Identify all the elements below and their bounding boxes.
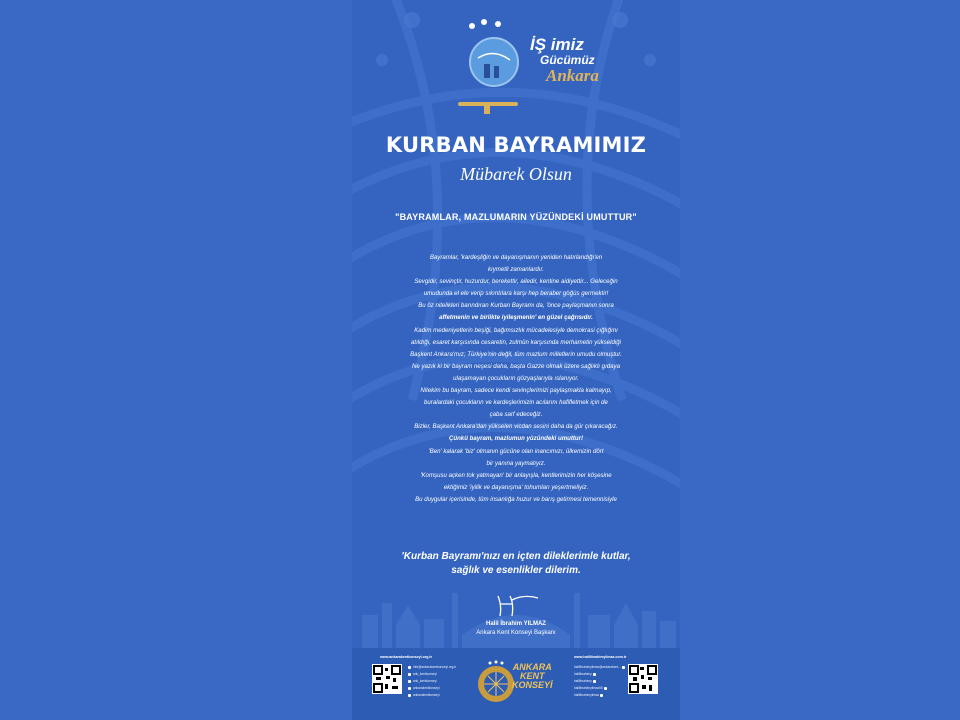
instagram-icon bbox=[408, 687, 411, 690]
body-line: Bizler, Başkent Ankara'dan yükselen vicdan sesini daha da gür çıkaracağız. bbox=[414, 423, 618, 431]
twitter-icon bbox=[408, 680, 411, 683]
body-line: Ne yazık ki bir bayram neşesi daha, başta Gazze olmak üzere sağlıklı gıdaya bbox=[412, 362, 620, 370]
right-social-facebook[interactable]: halilibrahimy bbox=[574, 672, 598, 676]
body-line: Başkent Ankara'mız; Türkiye'nin değil, tüm mazlum milletlerin umudu olmuştur. bbox=[410, 350, 622, 358]
message-body bbox=[382, 252, 650, 506]
body-line: atıldığı, esaret karşısında cesaretin, zulmün karşısında merhametin yükseldiği bbox=[411, 338, 621, 346]
signatory-name: Halil İbrahim YILMAZ bbox=[486, 621, 546, 627]
left-social-instagram[interactable]: ankarakentkonseyi bbox=[408, 686, 440, 690]
brand-wordmark bbox=[530, 36, 599, 84]
body-line: affetmenin ve birlikte iyileşmenin' en güzel çağrısıdır. bbox=[439, 314, 593, 322]
brand-line-1: İŞ imiz bbox=[530, 35, 584, 54]
body-line: Bu duygular içerisinde, tüm insanlığa huzur ve barış getirmesi temennisiyle bbox=[415, 495, 617, 503]
body-line: ulaşamayan çocukların gözyaşlarıyla ıslanıyor. bbox=[453, 374, 579, 382]
left-social-email[interactable]: info@ankarakentkonseyi.org.tr bbox=[408, 665, 456, 669]
right-qr-code[interactable] bbox=[628, 664, 658, 694]
body-line: Çünkü bayram, mazlumun yüzündeki umuttur! bbox=[448, 435, 584, 443]
body-line: umudunda el ele verip sıkıntılara karşı hep beraber göğüs germektir! bbox=[423, 290, 609, 298]
body-line: çaba sarf edeceğiz. bbox=[489, 411, 543, 419]
kent-konseyi-wordmark: ANKARA KENT KONSEYİ bbox=[512, 662, 553, 690]
brand-line-2: Gücümüz bbox=[540, 53, 595, 67]
instagram-icon bbox=[604, 687, 607, 690]
body-line: Bu öz nitelikleri barındıran Kurban Bayramı da, 'önce paylaşmanın sonra bbox=[418, 302, 614, 310]
right-url[interactable]: www.halilibrahimyilmaz.com.tr bbox=[574, 655, 627, 659]
closing-line-1: 'Kurban Bayramı'nızı en içten dileklerimle kutlar, bbox=[401, 551, 631, 562]
youtube-icon bbox=[408, 694, 411, 697]
right-social-instagram[interactable]: halilibrahimyilmaz06 bbox=[574, 686, 609, 690]
left-social-youtube[interactable]: ankarakentkonseyi bbox=[408, 693, 440, 697]
page-subtitle: Mübarek Olsun bbox=[460, 164, 572, 184]
signatory-title: Ankara Kent Konseyi Başkanı bbox=[476, 630, 556, 636]
right-social-twitter[interactable]: halilibrahimy bbox=[574, 679, 598, 683]
facebook-icon bbox=[593, 673, 596, 676]
page-title: KURBAN BAYRAMIMIZ bbox=[385, 133, 647, 157]
body-line: Nitekim bu bayram, sadece kendi sevinçlerimizi paylaşmakla kalmayıp, bbox=[420, 387, 612, 395]
closing-line-2: sağlık ve esenlikler dilerim. bbox=[451, 565, 581, 576]
body-line: Sevgidir, sevinçtir, huzurdur, berekettir, ailedir, kentine aidiyettir... Geleceğin bbox=[414, 278, 618, 286]
body-line: kıymetli zamanlardır. bbox=[488, 266, 544, 274]
poster bbox=[352, 0, 680, 720]
right-social-youtube[interactable]: halilibrahimyilmaz bbox=[574, 693, 605, 697]
body-line: Kadim medeniyetlerin beşiği, bağımsızlık mücadelesiyle demokrasi çığlığını bbox=[414, 326, 618, 334]
body-line: 'Ben' kalarak 'biz' olmanın gücüne olan inancımızı, ülkemizin dört bbox=[428, 447, 604, 455]
body-line: bir yanına yaymalıyız. bbox=[486, 459, 546, 467]
mail-icon bbox=[408, 666, 411, 669]
body-line: Bayramlar, 'kardeşliğin ve dayanışmanın yeniden hatırlandığı'en bbox=[429, 254, 603, 261]
headline-quote: "BAYRAMLAR, MAZLUMARIN YÜZÜNDEKİ UMUTTUR" bbox=[395, 212, 637, 222]
left-qr-code[interactable] bbox=[372, 664, 402, 694]
signature bbox=[492, 592, 542, 618]
left-social-twitter[interactable]: ank_kentkonseyi bbox=[408, 679, 437, 683]
youtube-icon bbox=[600, 694, 603, 697]
body-line: ektiğimiz 'iyilik ve dayanışma' tohumları yeşertmeliyiz. bbox=[443, 483, 589, 491]
mail-icon bbox=[622, 666, 625, 669]
body-line: 'Komşusu açken tok yatmayan' bir anlayışla, kentlerimizin her köşesine bbox=[420, 471, 612, 479]
left-social-facebook[interactable]: ank_kentkonseyi bbox=[408, 672, 437, 676]
left-url[interactable]: www.ankarakentkonseyi.org.tr bbox=[380, 655, 432, 659]
facebook-icon bbox=[408, 673, 411, 676]
brand-line-3: Ankara bbox=[546, 66, 599, 85]
closing-message bbox=[380, 550, 652, 578]
right-social-email[interactable]: halilibrahimyilmaz@ankarakent... bbox=[574, 665, 627, 669]
body-line: buralardaki çocukların ve kardeşlerimizin acılarını hafifletmek için de bbox=[424, 399, 608, 407]
twitter-icon bbox=[593, 680, 596, 683]
